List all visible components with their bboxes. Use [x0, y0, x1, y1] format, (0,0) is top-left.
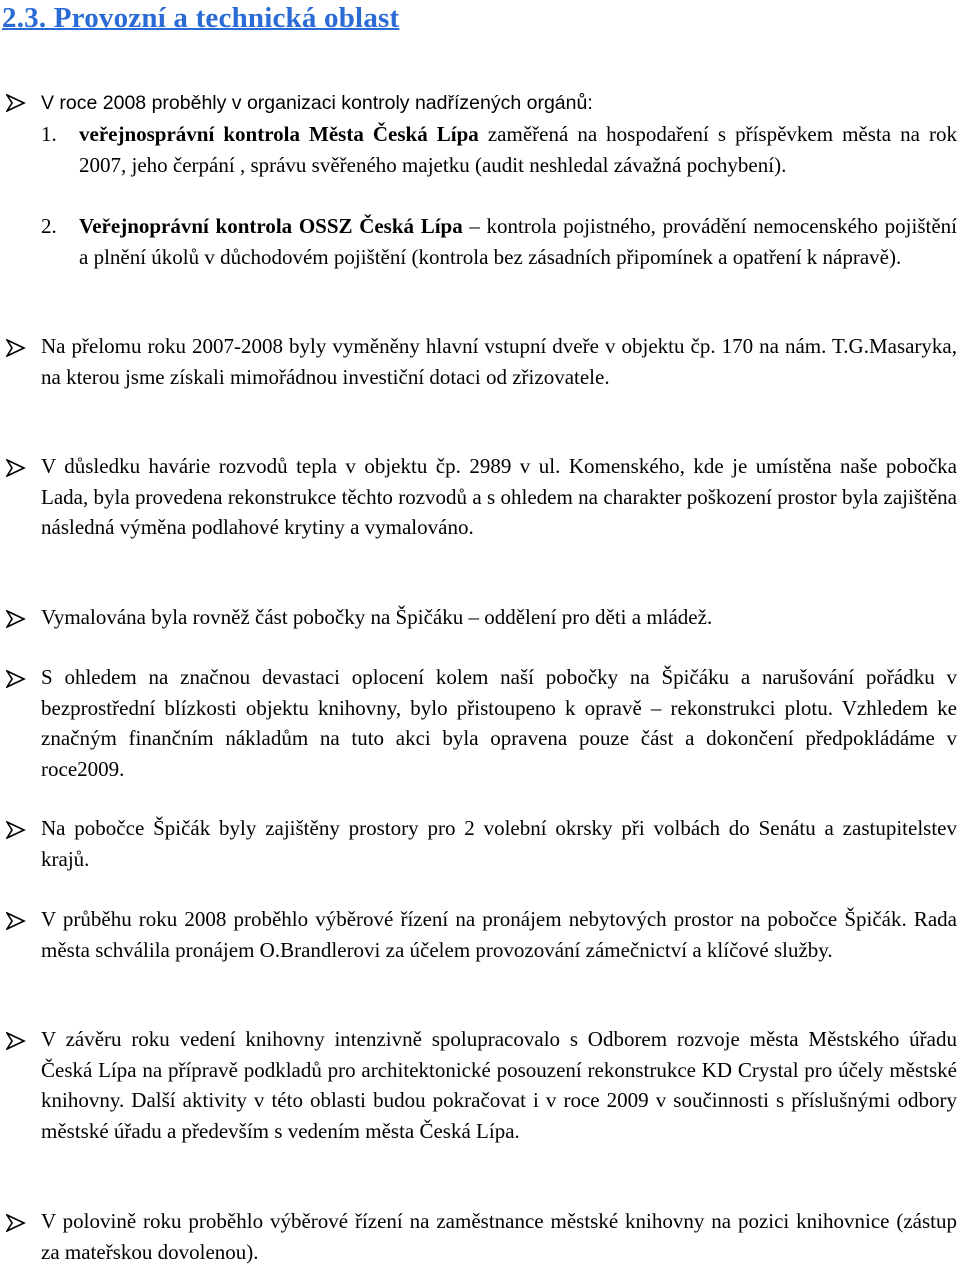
arrowhead-bullet-icon	[6, 459, 26, 477]
list-item-text: Na přelomu roku 2007-2008 byly vyměněny hlavní vstupní dveře v objektu čp. 170 na nám. T.G.Masaryka, na kterou jsme získali mimořádnou investiční dotaci od zřizovatele.	[41, 334, 957, 389]
sub-item-2-text	[79, 211, 957, 272]
arrowhead-bullet-icon	[6, 94, 26, 112]
arrowhead-bullet-icon	[6, 339, 26, 357]
arrowhead-bullet-icon	[6, 912, 26, 930]
list-item-text: V důsledku havárie rozvodů tepla v objektu čp. 2989 v ul. Komenského, kde je umístěna naše pobočka Lada, byla provedena rekonstrukce těchto rozvodů a s ohledem na charakter poškození prostor byla zajištěna následná výměna podlahové krytiny a vymalováno.	[41, 454, 957, 539]
list-item-text: V průběhu roku 2008 proběhlo výběrové řízení na pronájem nebytových prostor na pobočce Špičák. Rada města schválila pronájem O.Brandlerovi za účelem provozování zámečnictví a klíčové služby.	[41, 907, 957, 962]
list-item-text: V polovině roku proběhlo výběrové řízení na zaměstnance městské knihovny na pozici knihovnice (zástup za mateřskou dovolenou).	[41, 1209, 957, 1264]
list-item-text: S ohledem na značnou devastaci oplocení kolem naší pobočky na Špičáku a narušování pořádku v bezprostřední blízkosti objektu knihovny, bylo přistoupeno k opravě – rekonstrukci plotu. Vzhledem ke značným finančním nákladům na tuto akci byla opravena pouze část a dokončení předpokládáme v roce2009.	[41, 665, 957, 781]
sub-item-bold: veřejnosprávní kontrola Města Česká Lípa	[79, 122, 479, 146]
list-item-text: V závěru roku vedení knihovny intenzivně spolupracovalo s Odborem rozvoje města Městského úřadu Česká Lípa na přípravě podkladů pro architektonické posouzení rekonstrukce KD Crystal pro účely městské knihovny. Další aktivity v této oblasti budou pokračovat i v roce 2009 v součinnosti s příslušnými odbory městské úřadu a především s vedením města Česká Lípa.	[41, 1027, 957, 1143]
list-item-text: V roce 2008 proběhly v organizaci kontroly nadřízených orgánů:	[41, 92, 593, 114]
sub-item-number: 2.	[41, 214, 57, 238]
arrowhead-bullet-icon	[6, 1214, 26, 1232]
list-item-text: Vymalována byla rovněž část pobočky na Špičáku – oddělení pro děti a mládež.	[41, 605, 713, 629]
sub-item-number: 1.	[41, 122, 57, 146]
list-item-text: Na pobočce Špičák byly zajištěny prostory pro 2 volební okrsky při volbách do Senátu a zastupitelstev krajů.	[41, 816, 957, 871]
sub-item-1-text	[79, 119, 957, 180]
arrowhead-bullet-icon	[6, 821, 26, 839]
sub-item-bold: Veřejnoprávní kontrola OSSZ Česká Lípa	[79, 214, 463, 238]
sub-item-body: zaměřená na hospodaření s příspěvkem města na rok 2007, jeho čerpání , správu svěřeného majetku (audit neshledal závažná pochybení).	[79, 122, 957, 177]
arrowhead-bullet-icon	[6, 1032, 26, 1050]
arrowhead-bullet-icon	[6, 610, 26, 628]
arrowhead-bullet-icon	[6, 670, 26, 688]
section-heading: 2.3. Provozní a technická oblast	[2, 2, 400, 34]
sub-item-body: – kontrola pojistného, provádění nemocenského pojištění a plnění úkolů v důchodovém pojištění (kontrola bez zásadních připomínek a opatření k nápravě).	[79, 214, 957, 269]
